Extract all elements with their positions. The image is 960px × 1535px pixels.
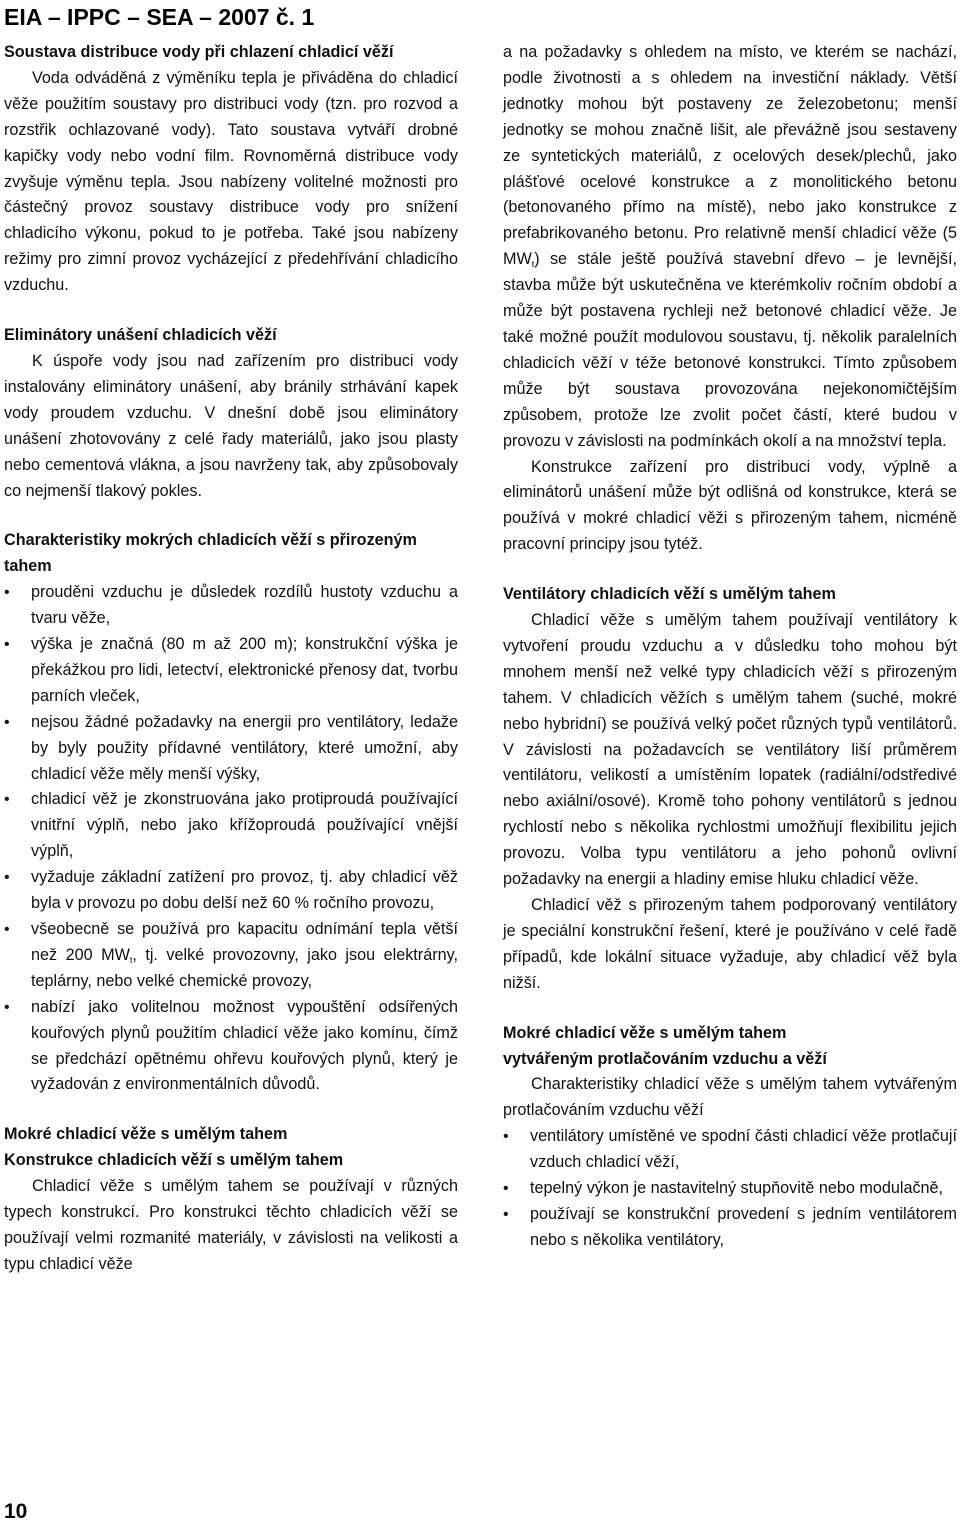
section-heading-drift-eliminators: Eliminátory unášení chladicích věží	[4, 326, 277, 345]
paragraph-distribution-construction: Konstrukce zařízení pro distribuci vody, výplně a eliminátorů unášení může být odlišná od konstrukce, která se používá v mokré chladicí věži s přirozeným tahem, nicméně pracovní principy jsou tytéž.	[503, 457, 957, 554]
section-heading-fans: Ventilátory chladicích věží s umělým tahem	[503, 585, 836, 604]
list-item: • všeobecně se používá pro kapacitu odnímání tepla větší než 200 $MW_t$, tj. velké provozovny, jako jsou elektrárny, teplárny, nebo velké chemické provozy,	[4, 920, 458, 990]
paragraph-fans: Chladicí věže s umělým tahem používají ventilátory k vytvoření proudu vzduchu a v důsledku toho mohou být mnohem menší než velké typy chladicích věží s přirozeným tahem. V chladicích věžích s umělým tahem (suché, mokré nebo hybridní) se používá velký počet různých typů ventilátorů. V závislosti na požadavcích se ventilátory liší průměrem ventilátoru, velikostí a umístěním lopatek (radiální/odstředivé nebo axiální/osové). Kromě toho pohony ventilátorů s jednou rychlostí nebo s několika rychlostmi umožňují flexibilitu jejich provozu. Volba typu ventilátoru a jeho pohonů ovlivní požadavky na energii a hladiny emise hluku chladicí věže.	[503, 611, 957, 889]
list-item: • nejsou žádné požadavky na energii pro ventilátory, ledaže by byly použity přídavné ventilátory, které umožní, aby chladicí věže měly menší výšky,	[4, 712, 458, 783]
right-column	[503, 40, 957, 1254]
paragraph-water-distribution: Voda odváděná z výměníku tepla je přiváděna do chladicí věže použitím soustavy pro distribuci vody (tzn. pro rozvod a rozstřik ochlazované vody). Tato soustava vytváří drobné kapičky vody nebo vodní film. Rovnoměrná distribuce vody zvyšuje výměnu tepla. Jsou nabízeny volitelné možnosti pro částečný provoz soustavy distribuce vody pro snížení chladicího výkonu, pokud to je potřeba. Také jsou nabízeny režimy pro zimní provoz vycházející z předehřívání chladicího vzduchu.	[4, 68, 458, 295]
list-item: • tepelný výkon je nastavitelný stupňovitě nebo modulačně,	[503, 1179, 944, 1198]
section-heading-natural-draft: Charakteristiky mokrých chladicích věží s přirozeným tahem	[4, 531, 417, 576]
section-heading-forced-draft: Mokré chladicí věže s umělým tahem	[503, 1023, 787, 1042]
paragraph-construction-continued: a na požadavky s ohledem na místo, ve kterém se nachází, podle životnosti a s ohledem na investiční náklady. Větší jednotky mohou být postaveny ze železobetonu; menší jednotky se mohou značně lišit, ale převážně jsou sestaveny ze syntetických materiálů, z ocelových desek/plechů, jako plášťové ocelové konstrukce a z monolitického betonu (betonovaného přímo na místě), nebo jako konstrukce z prefabrikovaného betonu. Pro relativně menší chladicí věže (5 $MW_t$) se stále ještě používá stavební dřevo – je levnější, stavba může být uskutečněna ve kterémkoliv ročním období a může být postavena rychleji než betonové chladicí věže. Je také možné použít modulovou soustavu, tj. několik paralelních chladicích věží v téže betonové konstrukci. Tímto způsobem může být soustava provozována nejekonomičtějším způsobem, protože lze zvolit počet částí, které budou v provozu v závislosti na podmínkách okolí a na množství tepla.	[503, 43, 957, 450]
paragraph-forced-draft: Charakteristiky chladicí věže s umělým tahem vytvářeným protlačováním vzduchu věží	[503, 1075, 957, 1120]
page-number: 10	[4, 1500, 28, 1523]
list-item: • používají se konstrukční provedení s jedním ventilátorem nebo s několika ventilátory,	[503, 1204, 957, 1249]
section-heading-mechanical-draft: Mokré chladicí věže s umělým tahem	[4, 1125, 288, 1144]
natural-draft-list	[4, 580, 458, 1098]
paragraph-drift-eliminators: K úspoře vody jsou nad zařízením pro distribuci vody instalovány eliminátory unášení, aby bránily strhávání kapek vody proudem vzduchu. V dnešní době jsou eliminátory unášení zhotovovány z celé řady materiálů, jako jsou plasty nebo cementová vlákna, a jsou navrženy tak, aby způsobovaly co nejmenší tlakový pokles.	[4, 351, 458, 500]
list-item: • vyžaduje základní zatížení pro provoz, tj. aby chladicí věž byla v provozu po dobu delší než 60 % ročního provozu,	[4, 868, 458, 913]
list-item: • nabízí jako volitelnou možnost vypouštění odsířených kouřových plynů použitím chladicí věže jako komínu, čímž se předchází opětnému ohřevu kouřových plynů, který je vyžadován z environmentálních důvodů.	[4, 997, 458, 1094]
section-subheading-construction: Konstrukce chladicích věží s umělým tahem	[4, 1151, 344, 1170]
section-heading-water-distribution: Soustava distribuce vody při chlazení chladicí věží	[4, 43, 394, 61]
section-subheading-forced-draft: vytvářeným protlačováním vzduchu a věží	[503, 1049, 827, 1068]
paragraph-construction: Chladicí věže s umělým tahem se používají v různých typech konstrukcí. Pro konstrukci těchto chladicích věží se používají velmi rozmanité materiály, v závislosti na velikosti a typu chladicí věže	[4, 1177, 458, 1273]
document-header: EIA – IPPC – SEA – 2007 č. 1	[4, 4, 315, 30]
list-item: • ventilátory umístěné ve spodní části chladicí věže protlačují vzduch chladicí věží,	[503, 1127, 957, 1172]
list-item: • chladicí věž je zkonstruována jako protiproudá používající vnitřní výplň, nebo jako křížoproudá používající vnější výplň,	[4, 790, 458, 861]
left-column	[4, 40, 458, 1278]
forced-draft-list	[503, 1124, 957, 1254]
list-item: • výška je značná (80 m až 200 m); konstrukční výška je překážkou pro lidi, letectví, elektronické přenosy dat, tvorbu parních vleček,	[4, 635, 458, 705]
list-item: • prouděni vzduchu je důsledek rozdílů hustoty vzduchu a tvaru věže,	[4, 583, 458, 628]
paragraph-fan-assisted: Chladicí věž s přirozeným tahem podporovaný ventilátory je speciální konstrukční řešení, které je používáno v celé řadě případů, kde lokální situace vyžaduje, aby chladicí věž byla nižší.	[503, 896, 957, 992]
